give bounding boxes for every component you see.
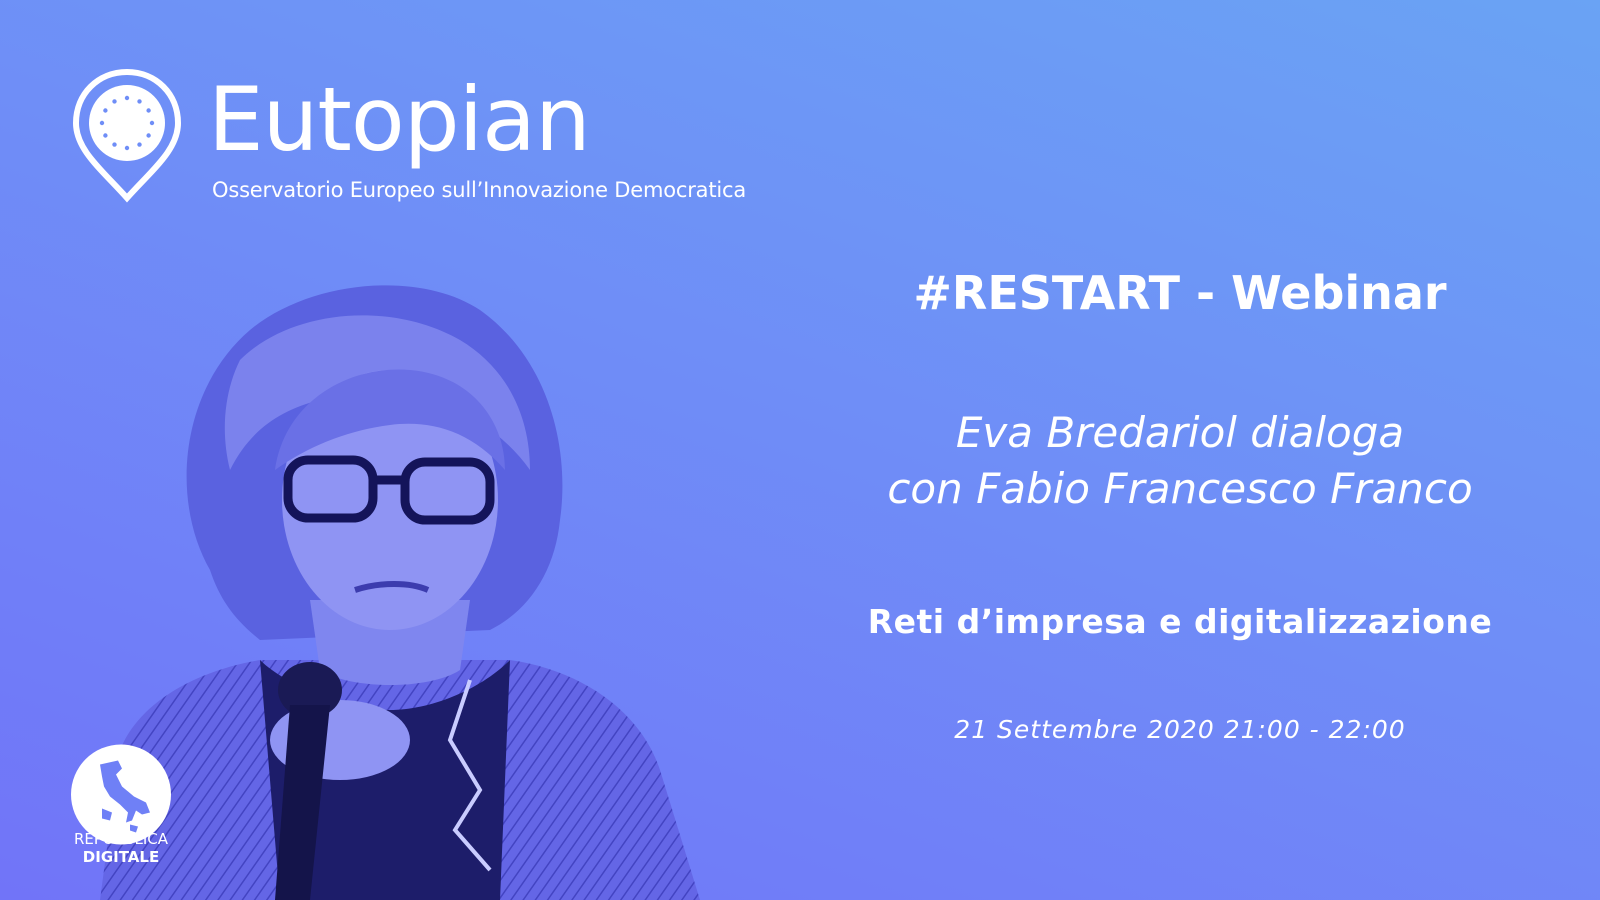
speakers-line-1: Eva Bredariol dialoga	[955, 408, 1405, 457]
repubblica-digitale-logo-icon	[60, 710, 185, 895]
speakers-line-2: con Fabio Francesco Franco	[887, 464, 1473, 513]
event-topic: Reti d’impresa e digitalizzazione	[867, 602, 1493, 641]
partner-name-line1: REPUBBLICA	[73, 830, 169, 848]
partner-name-line2: DIGITALE	[82, 848, 160, 866]
eutopian-logo-icon	[72, 68, 182, 203]
speakers	[830, 405, 1530, 517]
brand-name: Eutopian	[208, 68, 590, 171]
brand-tagline: Osservatorio Europeo sull’Innovazione Democratica	[212, 178, 746, 202]
event-title: #RESTART - Webinar	[913, 266, 1447, 320]
event-datetime: 21 Settembre 2020 21:00 - 22:00	[954, 715, 1406, 744]
